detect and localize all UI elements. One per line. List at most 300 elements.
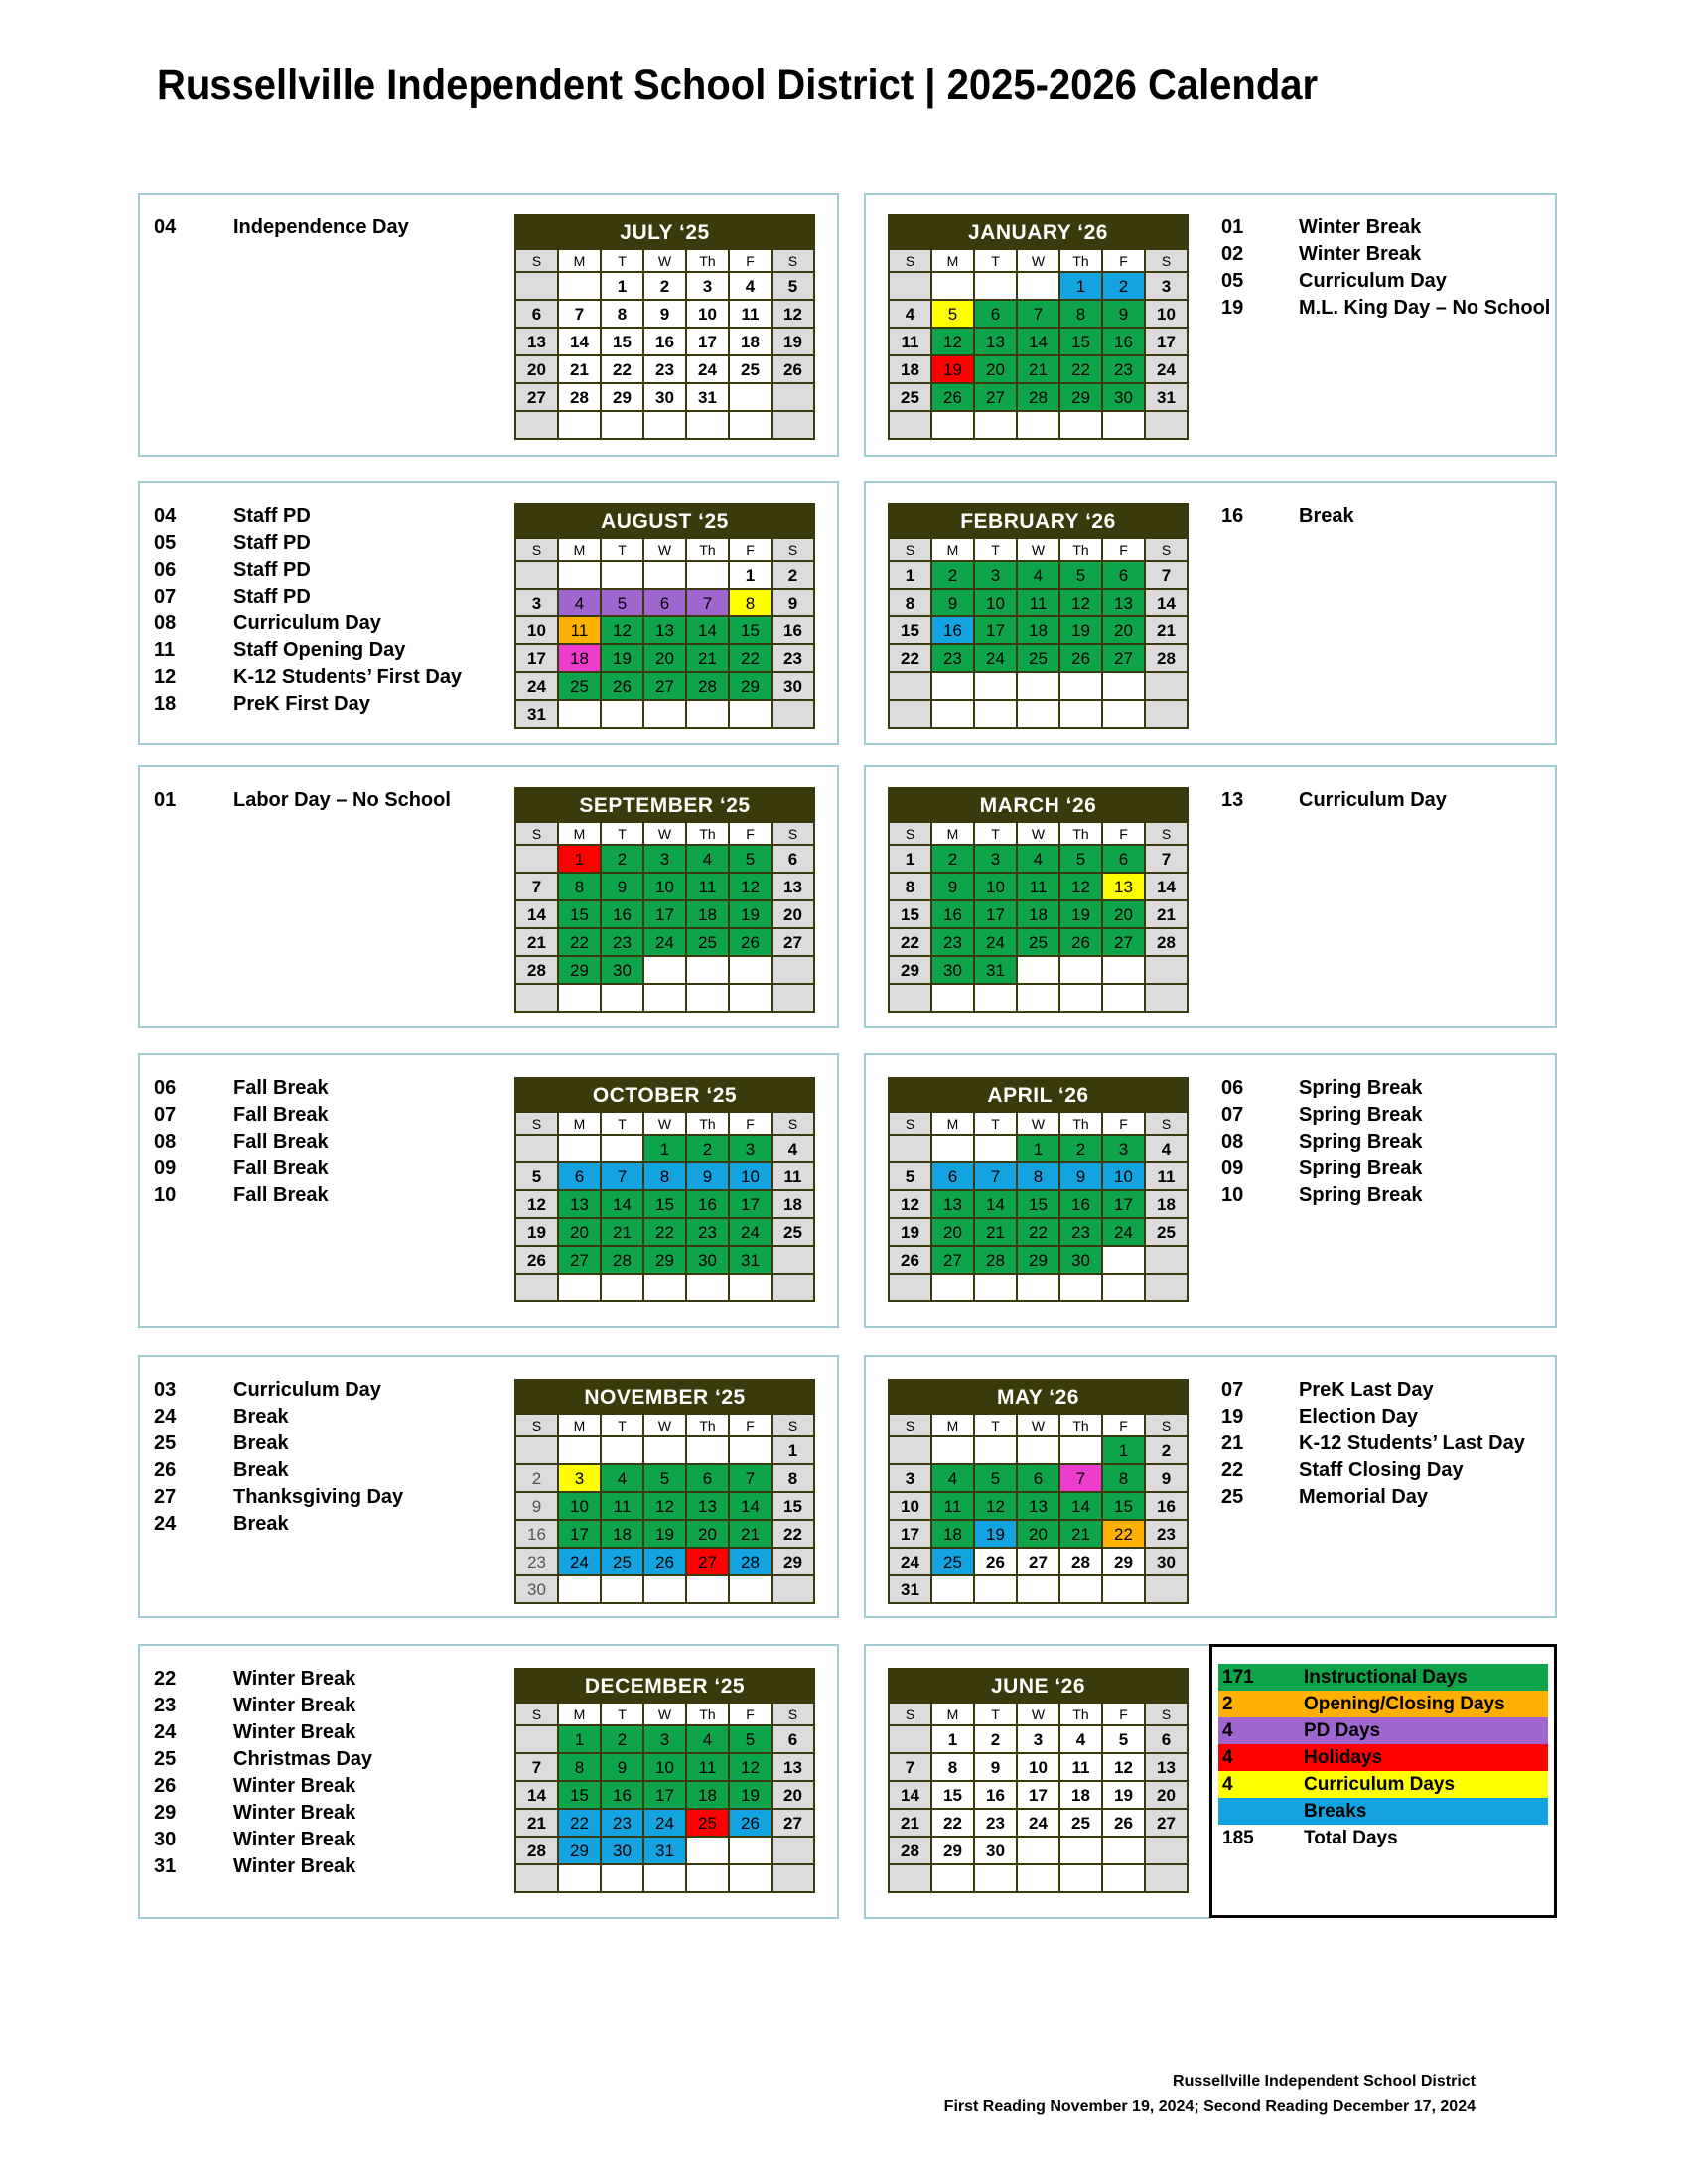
empty-cell [1146,985,1187,1011]
month-day-grid [890,538,1187,727]
day-cell: 8 [559,1754,600,1780]
day-cell: 27 [516,384,557,410]
day-cell: 8 [559,874,600,899]
event-item [1221,295,1550,322]
day-cell: 6 [1018,1465,1058,1491]
empty-cell [559,562,600,588]
day-cell: 24 [1018,1810,1058,1836]
day-cell: 16 [687,1191,728,1217]
event-day: 13 [1221,789,1244,811]
day-cell: 5 [975,1465,1016,1491]
events-list-aug [154,503,462,718]
day-cell: 9 [932,590,973,615]
empty-cell [1018,1576,1058,1602]
day-cell: 24 [644,1810,685,1836]
event-day: 16 [1221,505,1244,527]
day-cell: 1 [644,1136,685,1161]
day-cell: 8 [602,301,642,327]
day-cell: 6 [773,846,813,872]
event-day: 24 [154,1406,177,1428]
day-cell: 22 [1018,1219,1058,1245]
event-item [1221,1102,1422,1129]
day-cell: 25 [1018,645,1058,671]
empty-cell [773,1247,813,1273]
day-cell: 18 [1018,617,1058,643]
events-list-nov [154,1377,403,1538]
event-item [154,787,451,814]
event-item [154,557,462,584]
day-cell: 21 [1146,617,1187,643]
empty-cell [516,1437,557,1463]
day-cell: 26 [1060,645,1101,671]
weekday-header: F [1103,250,1144,271]
event-day: 25 [1221,1486,1244,1508]
day-cell: 20 [1103,901,1144,927]
weekday-header: Th [687,1113,728,1134]
day-cell: 19 [730,1782,771,1808]
month-title: DECEMBER ‘25 [584,1675,746,1698]
empty-cell [890,1726,930,1752]
empty-cell [644,1576,685,1602]
day-cell: 24 [644,929,685,955]
day-cell: 23 [1060,1219,1101,1245]
events-list-oct [154,1075,329,1209]
day-cell: 18 [1060,1782,1101,1808]
day-cell: 9 [644,301,685,327]
weekday-header: W [644,1113,685,1134]
event-label: Break [1299,505,1354,527]
day-cell: 25 [687,929,728,955]
day-cell: 25 [890,384,930,410]
day-cell: 23 [932,645,973,671]
empty-cell [975,1865,1016,1891]
day-cell: 10 [1103,1163,1144,1189]
day-cell: 7 [1146,562,1187,588]
event-item [154,1182,329,1209]
month-title: AUGUST ‘25 [601,510,729,533]
event-item [154,1773,372,1800]
day-cell: 17 [644,901,685,927]
day-cell: 13 [1018,1493,1058,1519]
day-cell: 28 [730,1549,771,1574]
weekday-header: M [559,1415,600,1435]
day-cell: 15 [730,617,771,643]
month-panel-sep [138,765,839,1028]
weekday-header: W [644,250,685,271]
day-cell: 5 [516,1163,557,1189]
day-cell: 28 [559,384,600,410]
weekday-header: S [1146,1415,1187,1435]
weekday-header: W [1018,1113,1058,1134]
day-cell: 8 [730,590,771,615]
day-cell: 24 [516,673,557,699]
day-cell: 8 [1060,301,1101,327]
empty-cell [1060,1437,1101,1463]
day-cell: 22 [559,929,600,955]
day-cell: 7 [730,1465,771,1491]
weekday-header: Th [1060,823,1101,844]
empty-cell [602,1437,642,1463]
empty-cell [687,1576,728,1602]
day-cell: 17 [890,1521,930,1547]
empty-cell [1146,1838,1187,1863]
legend-item [1218,1771,1548,1798]
day-cell: 5 [890,1163,930,1189]
weekday-header: Th [1060,250,1101,271]
legend-item [1218,1691,1548,1717]
day-cell: 21 [516,1810,557,1836]
legend-label: Breaks [1304,1801,1367,1822]
legend-count: 2 [1222,1694,1233,1714]
empty-cell [559,1136,600,1161]
event-item [154,1719,372,1746]
day-cell: 4 [602,1465,642,1491]
weekday-header: T [975,1113,1016,1134]
day-cell: 12 [730,1754,771,1780]
event-day: 23 [154,1695,177,1716]
day-cell: 12 [773,301,813,327]
empty-cell [1018,1437,1058,1463]
event-day: 06 [154,559,177,581]
month-calendar-mar [888,787,1189,1013]
day-cell: 25 [773,1219,813,1245]
day-cell: 7 [975,1163,1016,1189]
empty-cell [975,1437,1016,1463]
day-cell: 9 [1146,1465,1187,1491]
day-cell: 15 [1060,329,1101,354]
event-day: 19 [1221,1406,1244,1428]
day-cell: 3 [644,846,685,872]
day-cell: 23 [1146,1521,1187,1547]
day-cell: 23 [687,1219,728,1245]
empty-cell [890,1275,930,1300]
empty-cell [516,1136,557,1161]
day-cell: 7 [559,301,600,327]
event-day: 19 [1221,297,1244,319]
event-day: 30 [154,1829,177,1850]
day-cell: 18 [687,1782,728,1808]
empty-cell [516,846,557,872]
event-label: Curriculum Day [1299,270,1447,292]
day-cell: 14 [1146,590,1187,615]
day-cell: 26 [730,929,771,955]
event-label: K-12 Students’ First Day [233,666,463,688]
weekday-header: Th [687,1415,728,1435]
weekday-header: Th [687,250,728,271]
day-cell: 20 [975,356,1016,382]
weekday-header: T [602,1113,642,1134]
day-cell: 16 [1146,1493,1187,1519]
day-cell: 3 [975,846,1016,872]
weekday-header: Th [687,539,728,560]
month-title: JUNE ‘26 [990,1675,1086,1698]
month-title: MARCH ‘26 [979,794,1097,817]
day-cell: 11 [687,1754,728,1780]
day-cell: 6 [559,1163,600,1189]
event-label: Election Day [1299,1406,1419,1428]
event-label: Curriculum Day [233,1379,381,1401]
day-cell: 17 [1018,1782,1058,1808]
empty-cell [975,273,1016,299]
empty-cell [602,1865,642,1891]
empty-cell [1103,1865,1144,1891]
day-cell: 10 [975,590,1016,615]
day-cell: 6 [773,1726,813,1752]
event-label: Fall Break [233,1184,329,1206]
day-cell: 30 [1146,1549,1187,1574]
weekday-header: F [730,1704,771,1724]
event-item [1221,1457,1525,1484]
event-day: 22 [154,1668,177,1690]
event-item [154,1457,403,1484]
empty-cell [644,1437,685,1463]
day-cell: 15 [559,901,600,927]
day-cell: 16 [773,617,813,643]
day-cell: 3 [1146,273,1187,299]
event-item [154,1484,403,1511]
day-cell: 2 [1103,273,1144,299]
event-item [154,1102,329,1129]
empty-cell [730,957,771,983]
day-cell: 13 [516,329,557,354]
weekday-header: Th [1060,1113,1101,1134]
empty-cell [932,1136,973,1161]
day-cell: 14 [516,1782,557,1808]
day-cell: 19 [730,901,771,927]
empty-cell [1060,1576,1101,1602]
day-cell: 18 [730,329,771,354]
month-title: JANUARY ‘26 [968,221,1108,244]
weekday-header: S [890,250,930,271]
day-cell: 3 [890,1465,930,1491]
day-cell: 6 [1103,562,1144,588]
event-label: Winter Break [1299,243,1422,265]
event-item [154,1511,403,1538]
empty-cell [975,1576,1016,1602]
day-cell: 15 [773,1493,813,1519]
event-item [154,1666,372,1693]
event-item [154,611,462,637]
day-cell: 29 [773,1549,813,1574]
event-day: 07 [154,586,177,608]
event-day: 10 [154,1184,177,1206]
empty-cell [890,273,930,299]
day-cell: 20 [1146,1782,1187,1808]
day-cell: 7 [890,1754,930,1780]
day-cell: 21 [687,645,728,671]
event-day: 01 [1221,216,1244,238]
event-item [154,1800,372,1827]
empty-cell [644,985,685,1011]
empty-cell [1018,701,1058,727]
empty-cell [559,412,600,438]
events-list-mar [1221,787,1447,814]
day-cell: 14 [1018,329,1058,354]
day-cell: 6 [932,1163,973,1189]
day-cell: 17 [1103,1191,1144,1217]
day-cell: 2 [932,846,973,872]
weekday-header: F [1103,823,1144,844]
day-cell: 31 [890,1576,930,1602]
event-label: PreK First Day [233,693,370,715]
month-calendar-oct [514,1077,815,1302]
day-cell: 1 [1018,1136,1058,1161]
day-cell: 20 [1103,617,1144,643]
empty-cell [602,562,642,588]
empty-cell [559,701,600,727]
event-day: 04 [154,505,177,527]
event-item [154,530,462,557]
event-label: Memorial Day [1299,1486,1429,1508]
event-label: Winter Break [233,1721,356,1743]
day-cell: 29 [730,673,771,699]
day-cell: 22 [602,356,642,382]
day-cell: 19 [1060,617,1101,643]
day-cell: 15 [1103,1493,1144,1519]
day-cell: 9 [516,1493,557,1519]
weekday-header: S [1146,1704,1187,1724]
empty-cell [932,1437,973,1463]
empty-cell [890,412,930,438]
empty-cell [730,1576,771,1602]
day-cell: 14 [975,1191,1016,1217]
legend-label: Total Days [1304,1828,1398,1848]
empty-cell [773,384,813,410]
day-cell: 19 [773,329,813,354]
event-day: 07 [1221,1104,1244,1126]
day-cell: 18 [932,1521,973,1547]
day-cell: 28 [687,673,728,699]
legend-count: 4 [1222,1747,1233,1768]
day-cell: 23 [516,1549,557,1574]
day-cell: 1 [932,1726,973,1752]
empty-cell [1018,985,1058,1011]
day-cell: 22 [730,645,771,671]
month-title: APRIL ‘26 [987,1084,1089,1107]
day-cell: 16 [1103,329,1144,354]
weekday-header: F [1103,539,1144,560]
event-label: Spring Break [1299,1158,1423,1179]
events-list-sep [154,787,451,814]
empty-cell [687,1437,728,1463]
weekday-header: T [602,539,642,560]
weekday-header: S [890,1415,930,1435]
day-cell: 3 [644,1726,685,1752]
day-cell: 30 [602,957,642,983]
empty-cell [1060,701,1101,727]
day-cell: 24 [890,1549,930,1574]
month-calendar-jul [514,214,815,440]
day-cell: 23 [975,1810,1016,1836]
day-cell: 6 [516,301,557,327]
event-item [154,691,462,718]
day-cell: 24 [975,645,1016,671]
legend-label: Opening/Closing Days [1304,1694,1505,1714]
event-label: Spring Break [1299,1077,1423,1099]
weekday-header: F [730,823,771,844]
day-cell: 29 [1103,1549,1144,1574]
day-cell: 13 [1103,590,1144,615]
empty-cell [687,1275,728,1300]
empty-cell [932,273,973,299]
day-cell: 7 [1060,1465,1101,1491]
event-day: 04 [154,216,177,238]
footer-district: Russellville Independent School District [1173,2073,1476,2090]
empty-cell [890,673,930,699]
weekday-header: S [516,1113,557,1134]
day-cell: 22 [1103,1521,1144,1547]
day-cell: 13 [644,617,685,643]
day-cell: 13 [773,874,813,899]
empty-cell [1018,1838,1058,1863]
day-cell: 26 [975,1549,1016,1574]
empty-cell [932,1275,973,1300]
weekday-header: F [1103,1415,1144,1435]
day-cell: 25 [559,673,600,699]
day-cell: 9 [932,874,973,899]
event-label: Staff Opening Day [233,639,406,661]
day-cell: 28 [890,1838,930,1863]
day-cell: 27 [644,673,685,699]
event-label: Winter Break [233,1855,356,1877]
empty-cell [890,1437,930,1463]
weekday-header: Th [687,823,728,844]
empty-cell [932,673,973,699]
weekday-header: M [559,539,600,560]
day-cell: 26 [516,1247,557,1273]
event-item [154,584,462,611]
day-cell: 20 [559,1219,600,1245]
day-cell: 5 [1103,1726,1144,1752]
day-cell: 17 [975,901,1016,927]
weekday-header: Th [1060,1415,1101,1435]
day-cell: 4 [1018,562,1058,588]
day-cell: 4 [559,590,600,615]
day-cell: 10 [559,1493,600,1519]
weekday-header: W [644,1415,685,1435]
day-cell: 30 [516,1576,557,1602]
empty-cell [730,985,771,1011]
weekday-header: Th [1060,539,1101,560]
day-cell: 27 [1018,1549,1058,1574]
empty-cell [1018,273,1058,299]
empty-cell [1146,701,1187,727]
day-cell: 13 [1146,1754,1187,1780]
day-cell: 11 [1018,874,1058,899]
day-cell: 24 [975,929,1016,955]
month-calendar-nov [514,1379,815,1604]
empty-cell [1060,1838,1101,1863]
month-calendar-may [888,1379,1189,1604]
empty-cell [1146,1865,1187,1891]
event-day: 31 [154,1855,177,1877]
month-day-grid [516,1703,813,1891]
day-cell: 11 [890,329,930,354]
day-cell: 1 [890,846,930,872]
month-panel-jan [864,193,1557,457]
event-day: 21 [1221,1433,1244,1454]
legend-label: Holidays [1304,1747,1383,1768]
empty-cell [975,412,1016,438]
day-cell: 15 [559,1782,600,1808]
day-cell: 20 [516,356,557,382]
day-cell: 20 [773,901,813,927]
event-day: 07 [1221,1379,1244,1401]
month-title: OCTOBER ‘25 [592,1084,738,1107]
day-cell: 18 [1146,1191,1187,1217]
month-panel-apr [864,1053,1557,1328]
event-label: Winter Break [1299,216,1422,238]
